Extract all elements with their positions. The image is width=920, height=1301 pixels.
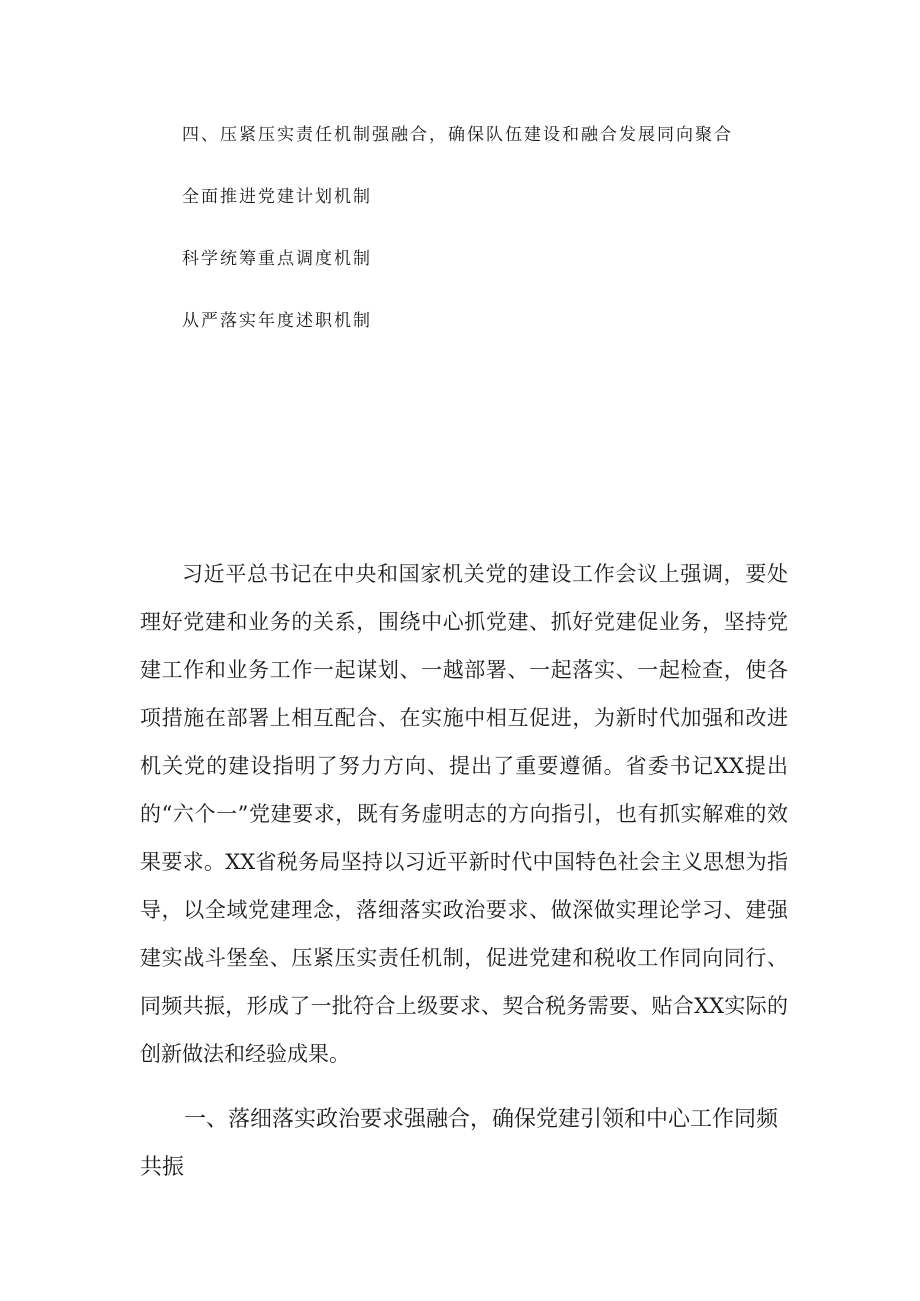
outline-list — [182, 118, 822, 366]
outline-item-dispatch-mechanism: 科学统筹重点调度机制 — [182, 249, 372, 269]
outline-item-section-four: 四、压紧压实责任机制强融合，确保队伍建设和融合发展同向聚合 — [182, 125, 733, 145]
section-heading: 一、落细落实政治要求强融合，确保党建引领和中心工作同频共振 — [140, 1107, 779, 1180]
outline-item-report-mechanism: 从严落实年度述职机制 — [182, 311, 372, 331]
body-paragraph: 习近平总书记在中央和国家机关党的建设工作会议上强调，要处理好党建和业务的关系，围绕中心抓党建、抓好党建促业务，坚持党建工作和业务工作一起谋划、一越部署、一起落实、一起检查，使各项措施在部署上相互配合、在实施中相互促进，为新时代加强和改进机关党的建设指明了努力方向、提出了重要遵循。省委书记XX提出的“六个一”党建要求，既有务虚明志的方向指引，也有抓实解难的效果要求。XX省税务局坚持以习近平新时代中国特色社会主义思想为指导，以全域党建理念，落细落实政治要求、做深做实理论学习、建强建实战斗堡垒、压紧压实责任机制，促进党建和税收工作同向同行、同频共振，形成了一批符合上级要求、契合税务需要、贴合XX实际的创新做法和经验成果。 — [140, 562, 788, 1066]
outline-item-plan-mechanism: 全面推进党建计划机制 — [182, 187, 372, 207]
